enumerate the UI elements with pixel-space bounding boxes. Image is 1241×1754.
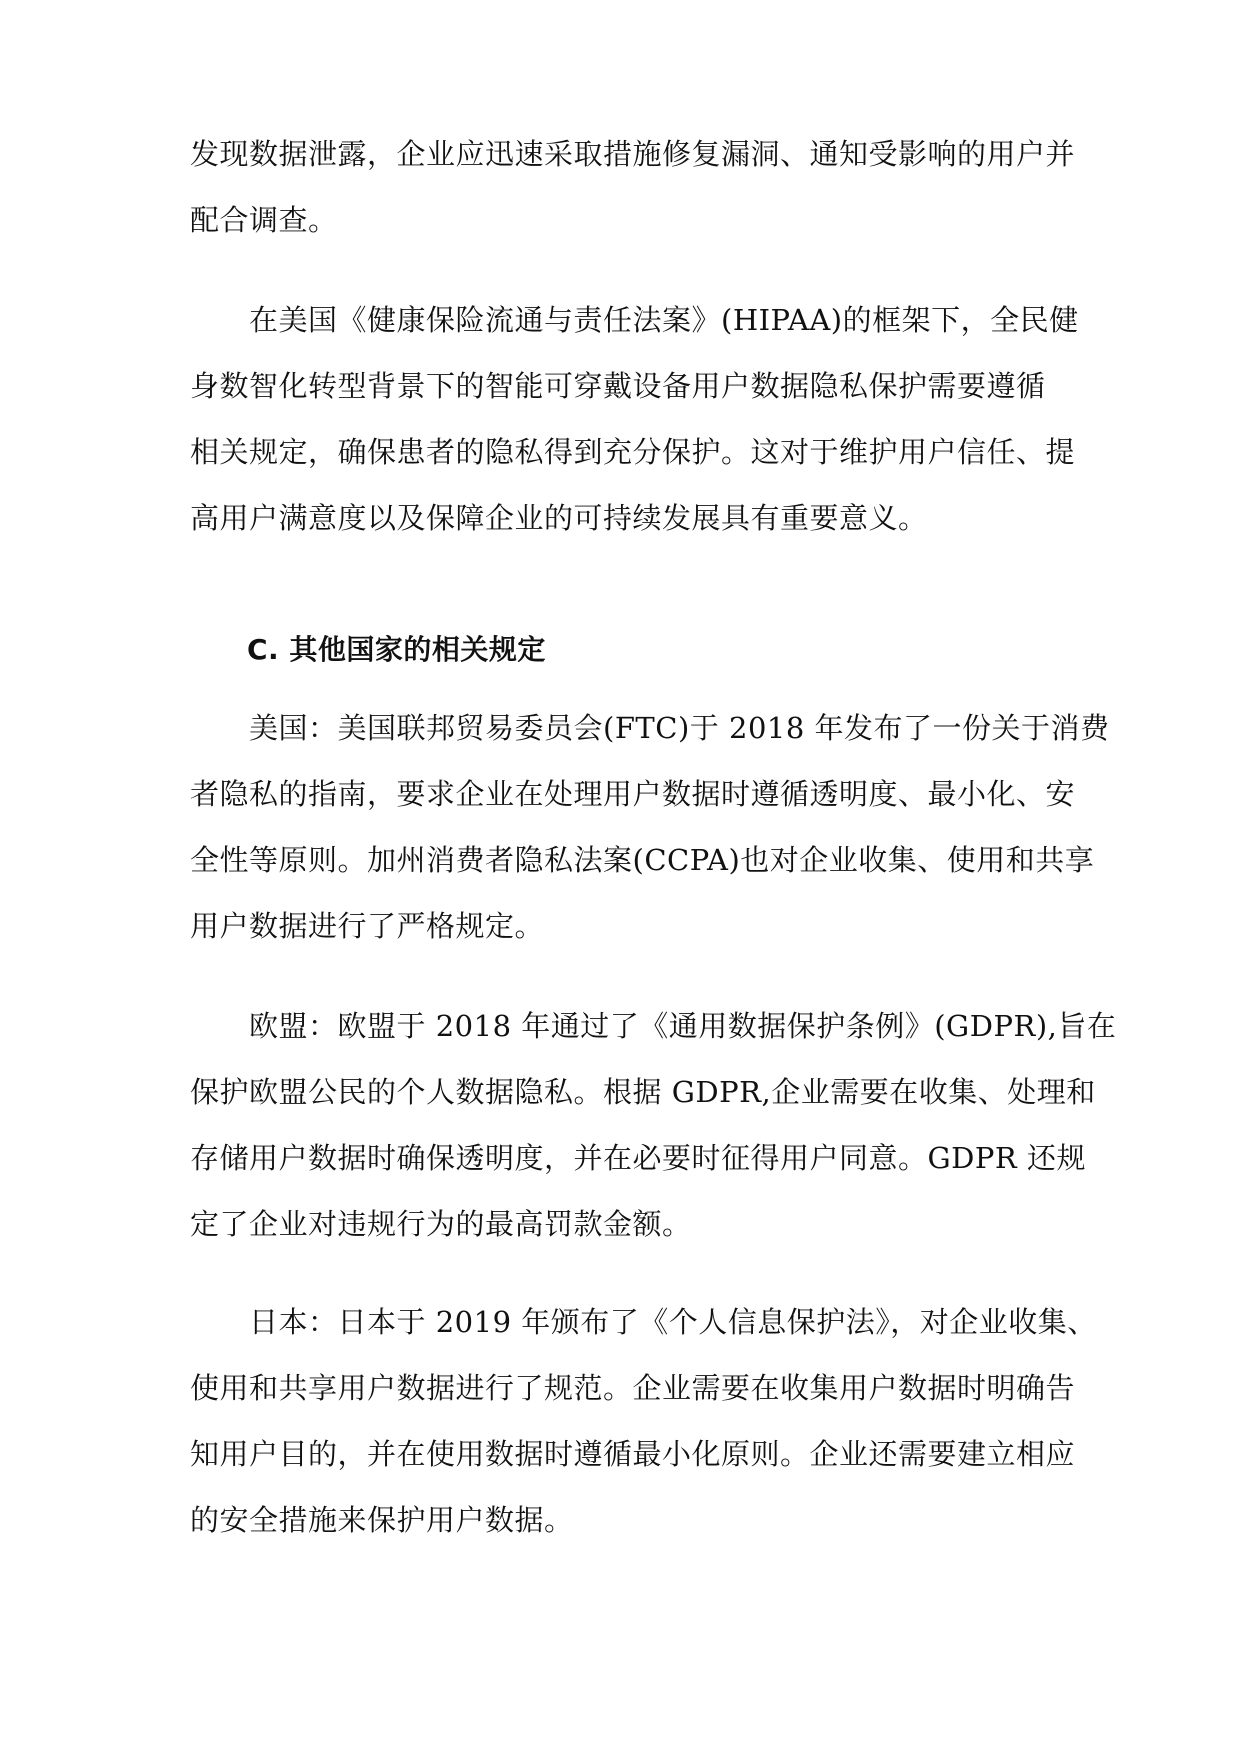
paragraph-line: 在美国《健康保险流通与责任法案》(HIPAA)的框架下，全民健 (190, 303, 1079, 337)
paragraph-line: 相关规定，确保患者的隐私得到充分保护。这对于维护用户信任、提 (190, 435, 1076, 469)
paragraph-line: 的安全措施来保护用户数据。 (190, 1503, 574, 1537)
paragraph-line: 者隐私的指南，要求企业在处理用户数据时遵循透明度、最小化、安 (190, 777, 1076, 811)
paragraph-line: 保护欧盟公民的个人数据隐私。根据 GDPR,企业需要在收集、处理和 (190, 1075, 1096, 1109)
paragraph-line: 定了企业对违规行为的最高罚款金额。 (190, 1207, 692, 1241)
paragraph-line: 身数智化转型背景下的智能可穿戴设备用户数据隐私保护需要遵循 (190, 369, 1046, 403)
paragraph-line: 高用户满意度以及保障企业的可持续发展具有重要意义。 (190, 501, 928, 535)
paragraph-line: 使用和共享用户数据进行了规范。企业需要在收集用户数据时明确告 (190, 1371, 1076, 1405)
paragraph-line: 全性等原则。加州消费者隐私法案(CCPA)也对企业收集、使用和共享 (190, 843, 1095, 877)
paragraph-line: 存储用户数据时确保透明度，并在必要时征得用户同意。GDPR 还规 (190, 1141, 1086, 1175)
paragraph-line: 美国：美国联邦贸易委员会(FTC)于 2018 年发布了一份关于消费 (190, 711, 1110, 745)
paragraph-line: 用户数据进行了严格规定。 (190, 909, 545, 943)
paragraph-line: 日本：日本于 2019 年颁布了《个人信息保护法》，对企业收集、 (190, 1305, 1097, 1339)
paragraph-line: 发现数据泄露，企业应迅速采取措施修复漏洞、通知受影响的用户并 (190, 137, 1076, 171)
paragraph-line: 知用户目的，并在使用数据时遵循最小化原则。企业还需要建立相应 (190, 1437, 1076, 1471)
paragraph-line: 配合调查。 (190, 203, 338, 237)
section-heading: C. 其他国家的相关规定 (190, 633, 546, 666)
paragraph-line: 欧盟：欧盟于 2018 年通过了《通用数据保护条例》(GDPR),旨在 (190, 1009, 1117, 1043)
